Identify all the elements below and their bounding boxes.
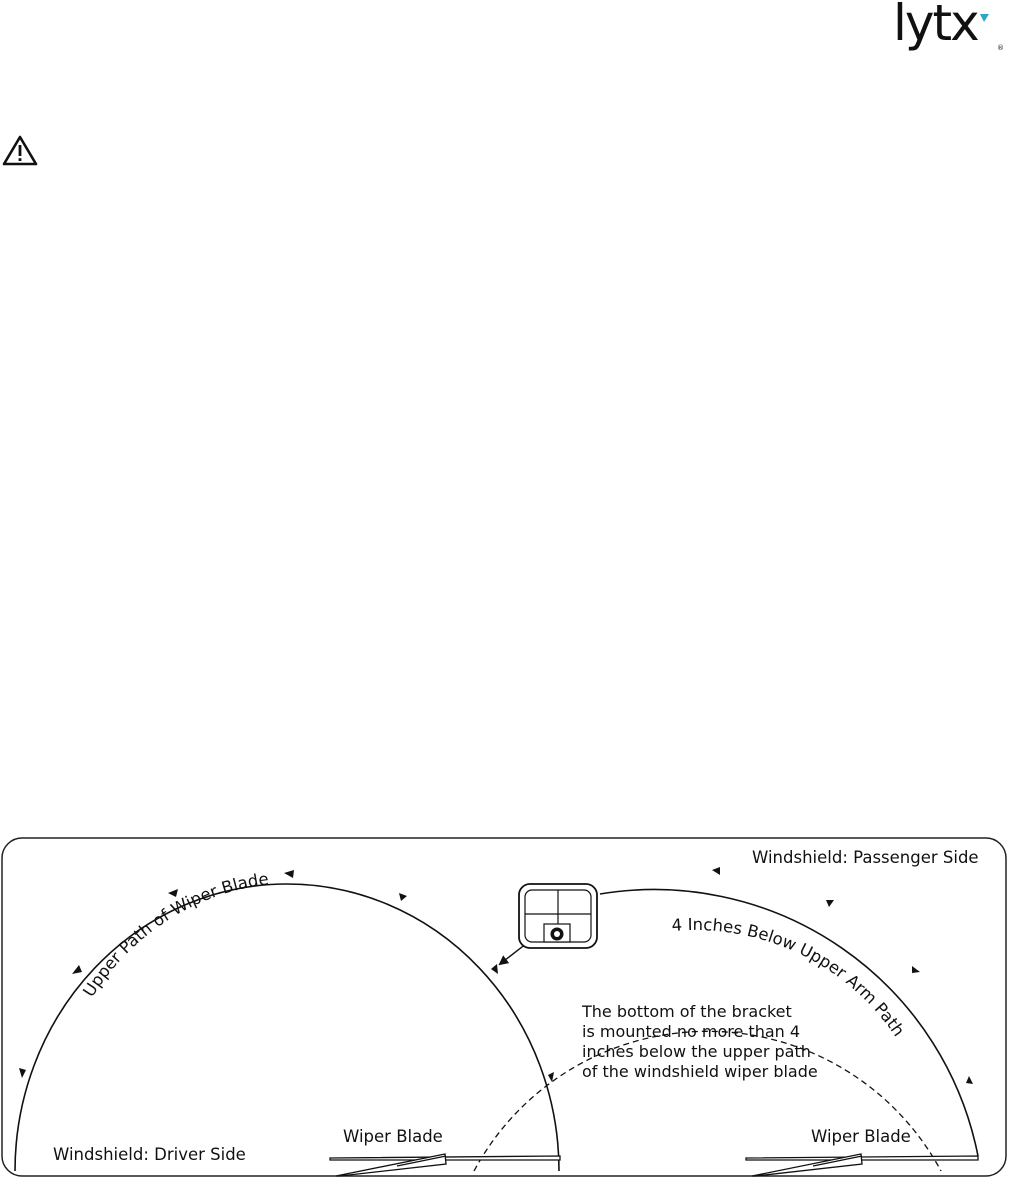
driver-side-title: Windshield: Driver Side (53, 1145, 246, 1164)
camera-bracket-device (519, 884, 597, 948)
passenger-side-wiper-blade (746, 1154, 978, 1176)
upper-path-label: Upper Path of Wiper Blade (79, 869, 270, 1001)
logo-wordmark: lytx (893, 0, 978, 52)
note-line: inches below the upper path (582, 1042, 811, 1061)
lytx-logo (893, 0, 1005, 62)
passenger-side-title: Windshield: Passenger Side (752, 848, 979, 867)
driver-side-wiper-blade (330, 1154, 560, 1176)
wiper-blade-label-left: Wiper Blade (343, 1127, 443, 1146)
warning-triangle-icon (2, 134, 38, 166)
note-line: is mounted no more than 4 (582, 1022, 801, 1041)
note-line: The bottom of the bracket (582, 1002, 792, 1021)
wiper-blade-label-right: Wiper Blade (811, 1127, 911, 1146)
logo-accent-shape (980, 14, 989, 22)
four-inch-below-label: 4 Inches Below Upper Arm Path (670, 914, 909, 1040)
logo-registered-mark: ® (997, 44, 1004, 52)
note-line: of the windshield wiper blade (582, 1062, 818, 1081)
diagram-frame (2, 838, 1006, 1176)
driver-side-wiper-arc (15, 884, 559, 1171)
mounting-note (581, 1002, 818, 1081)
wiper-mounting-diagram (0, 836, 1009, 1177)
